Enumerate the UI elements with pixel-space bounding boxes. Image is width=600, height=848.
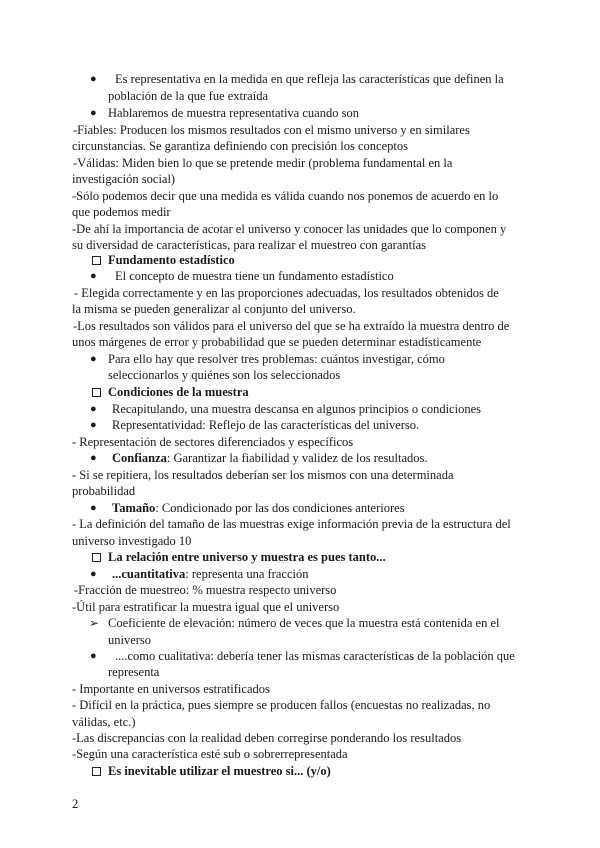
bullet-icon: ●	[90, 419, 97, 431]
text-line: -Fracción de muestreo: % muestra respecto universo	[74, 583, 337, 597]
arrow-bullet-icon: ➢	[89, 616, 100, 630]
text-line: - Importante en universos estratificados	[72, 682, 270, 696]
page-number: 2	[72, 797, 79, 811]
text-line: -Válidas: Miden bien lo que se pretende medir (problema fundamental en la	[73, 156, 453, 170]
section-heading: Fundamento estadístico	[108, 253, 235, 267]
section-heading: Es inevitable utilizar el muestreo si... (y/o)	[108, 764, 331, 778]
text-line: representa	[108, 665, 160, 679]
term-description: : representa una fracción	[185, 567, 309, 581]
text-line: - Si se repitiera, los resultados deberían ser los mismos con una determinada	[72, 468, 454, 482]
text-line: su diversidad de características, para realizar el muestreo con garantías	[72, 238, 426, 252]
text-line: Hablaremos de muestra representativa cuando son	[108, 106, 359, 120]
text-line: Es representativa en la medida en que refleja las características que definen la	[115, 72, 504, 86]
bullet-icon: ●	[90, 502, 97, 514]
text-line	[112, 500, 405, 517]
text-line: universo investigado 10	[72, 534, 192, 548]
section-heading: La relación entre universo y muestra es pues tanto...	[108, 550, 386, 564]
text-line: investigación social)	[72, 172, 176, 186]
bullet-icon: ●	[90, 353, 97, 365]
text-line: probabilidad	[72, 484, 136, 498]
bullet-icon: ●	[90, 650, 97, 662]
text-line: - La definición del tamaño de las muestras exige información previa de la estructura del	[72, 517, 511, 531]
text-line: -Útil para estratificar la muestra igual que el universo	[72, 600, 340, 614]
checkbox-icon	[92, 388, 101, 397]
text-line: - Elegida correctamente y en las proporciones adecuadas, los resultados obtenidos de	[74, 286, 499, 300]
text-line: circunstancias. Se garantiza definiendo con precisión los conceptos	[72, 139, 408, 153]
term-label: Confianza	[112, 451, 167, 465]
checkbox-icon	[92, 553, 101, 562]
text-line: Para ello hay que resolver tres problemas: cuántos investigar, cómo	[108, 352, 445, 366]
section-heading: Condiciones de la muestra	[108, 385, 249, 399]
text-line: -Según una característica esté sub o sobrerrepresentada	[72, 747, 348, 761]
text-line: -De ahí la importancia de acotar el universo y conocer las unidades que lo componen y	[72, 222, 507, 236]
bullet-icon: ●	[90, 107, 97, 119]
text-line: la misma se pueden generalizar al conjunto del universo.	[72, 302, 356, 316]
text-line: -Sólo podemos decir que una medida es válida cuando nos ponemos de acuerdo en lo	[72, 189, 499, 203]
text-line	[112, 450, 428, 467]
text-line: población de la que fue extraída	[108, 89, 268, 103]
text-line: -Las discrepancias con la realidad deben corregirse ponderando los resultados	[72, 731, 462, 745]
bullet-icon: ●	[90, 403, 97, 415]
text-line: -Fiables: Producen los mismos resultados con el mismo universo y en similares	[73, 123, 470, 137]
text-line: -Los resultados son válidos para el universo del que se ha extraído la muestra dentro de	[73, 319, 510, 333]
text-line: unos márgenes de error y probabilidad que se pueden determinar estadísticamente	[72, 335, 482, 349]
bullet-icon: ●	[90, 452, 97, 464]
text-line: universo	[108, 633, 152, 647]
text-line: seleccionarlos y quiénes son los seleccionados	[108, 368, 341, 382]
term-label: ...cuantitativa	[112, 567, 186, 581]
text-line: válidas, etc.)	[72, 715, 136, 729]
text-line: Recapitulando, una muestra descansa en algunos principios o condiciones	[112, 402, 481, 416]
bullet-icon: ●	[90, 568, 97, 580]
checkbox-icon	[92, 256, 101, 265]
bullet-icon: ●	[90, 73, 97, 85]
text-line: El concepto de muestra tiene un fundamento estadístico	[115, 269, 394, 283]
term-description: : Garantizar la fiabilidad y validez de los resultados.	[166, 451, 428, 465]
text-line: que podemos medir	[72, 205, 171, 219]
text-line	[112, 566, 308, 583]
text-line: Coeficiente de elevación: número de veces que la muestra está contenida en el	[108, 616, 500, 630]
bullet-icon: ●	[90, 270, 97, 282]
text-line: - Difícil en la práctica, pues siempre se producen fallos (encuestas no realizadas, no	[72, 698, 491, 712]
text-line: Representatividad: Reflejo de las características del universo.	[112, 418, 420, 432]
checkbox-icon	[92, 767, 101, 776]
term-description: : Condicionado por las dos condiciones anteriores	[155, 501, 405, 515]
text-line: ....como cualitativa: debería tener las mismas características de la población que	[115, 649, 515, 663]
term-label: Tamaño	[112, 501, 156, 515]
text-line: - Representación de sectores diferenciados y específicos	[72, 435, 354, 449]
